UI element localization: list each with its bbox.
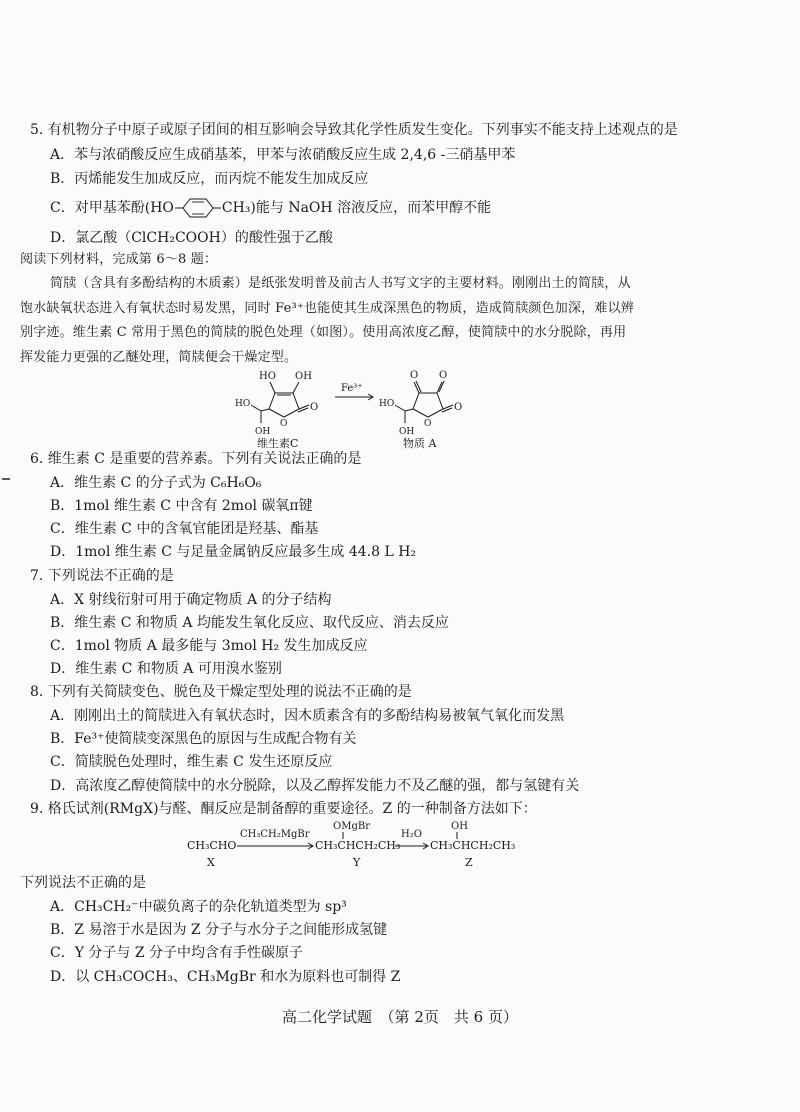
x-label: X: [207, 856, 215, 869]
passage-line-2: 饱水缺氧状态进入有氧状态时易发黑，同时 Fe³⁺也能使其生成深黑色的物质，造成简牍颜色加深，难以辨: [20, 301, 635, 316]
q9-option-a: A．CH₃CH₂⁻中碳负离子的杂化轨道类型为 sp³: [50, 899, 347, 915]
q7-option-a: A．X 射线衍射可用于确定物质 A 的分子结构: [50, 592, 332, 608]
grignard-reaction-scheme: [185, 818, 525, 870]
q9-option-d: D．以 CH₃COCH₃、CH₃MgBr 和水为原料也可制得 Z: [50, 969, 401, 985]
q9-option-b: B．Z 易溶于水是因为 Z 分子与水分子之间能形成氢键: [50, 922, 388, 938]
q5-stem: 5. 有机物分子中原子或原子团间的相互影响会导致其化学性质发生变化。下列事实不能支持上述观点的是: [30, 122, 678, 138]
vitamin-c-oxidation-figure: [225, 365, 485, 450]
vc-ho-side: HO: [235, 399, 251, 409]
q5-option-b: B．丙烯能发生加成反应，而丙烷不能发生加成反应: [50, 171, 369, 187]
y-label: Y: [353, 856, 361, 869]
a-ring-o: O: [424, 419, 432, 429]
substance-a-label: 物质 A: [403, 437, 437, 450]
q7-option-d: D．维生素 C 和物质 A 可用溴水鉴别: [50, 661, 282, 677]
y-substituent: OMgBr: [333, 821, 370, 832]
x-formula: CH₃CHO: [187, 839, 237, 852]
vc-carbonyl-o: O: [310, 402, 319, 413]
passage-intro: 阅读下列材料，完成第 6～8 题：: [20, 252, 218, 267]
benzene-ring-icon: [175, 197, 221, 219]
z-substituent: OH: [451, 821, 468, 832]
q5-option-c: [50, 197, 491, 219]
a-carbonyl-o: O: [454, 402, 463, 413]
q8-option-a: A．刚刚出土的简牍进入有氧状态时，因木质素含有的多酚结构易被氧气氧化而发黑: [50, 708, 565, 724]
q5-option-a: A．苯与浓硝酸反应生成硝基苯，甲苯与浓硝酸反应生成 2,4,6 -三硝基甲苯: [50, 147, 516, 163]
vc-oh-right: OH: [295, 371, 312, 382]
reagent-water: H₂O: [401, 829, 422, 840]
z-formula: CH₃CHCH₂CH₃: [430, 839, 516, 852]
q7-option-c: C．1mol 物质 A 最多能与 3mol H₂ 发生加成反应: [50, 638, 368, 654]
q5-option-c-suffix: )能与 NaOH 溶液反应，而苯甲醇不能: [250, 200, 492, 216]
q8-option-b: B．Fe³⁺使简牍变深黑色的原因与生成配合物有关: [50, 731, 357, 747]
page-footer: 高二化学试题 （第 2页 共 6 页）: [282, 1008, 518, 1026]
y-formula: CH₃CHCH₂CH₃: [315, 839, 401, 852]
a-o-right: O: [439, 370, 448, 381]
substance-a-structure: [395, 381, 453, 423]
a-oh-bottom: OH: [399, 427, 415, 437]
q6-option-b: B．1mol 维生素 C 中含有 2mol 碳氧π键: [50, 498, 313, 514]
passage-line-3: 别字迹。维生素 C 常用于黑色的简牍的脱色处理（如图）。使用高浓度乙醇，使简牍中的水分脱除，再用: [20, 325, 627, 340]
q9-stem: 9. 格氏试剂(RMgX)与醛、酮反应是制备醇的重要途径。Z 的一种制备方法如下：: [30, 801, 537, 817]
q5-option-c-ch3: CH₃: [221, 200, 251, 216]
passage-line-1: 简牍（含具有多酚结构的木质素）是纸张发明普及前古人书写文字的主要材料。刚刚出土的简牍，从: [50, 276, 631, 291]
vitamin-c-structure: [251, 382, 309, 423]
q8-option-c: C．简牍脱色处理时，维生素 C 发生还原反应: [50, 754, 333, 770]
q6-stem: 6. 维生素 C 是重要的营养素。下列有关说法正确的是: [30, 451, 362, 467]
z-label: Z: [465, 856, 473, 869]
passage-line-4: 挥发能力更强的乙醚处理，简牍便会干燥定型。: [20, 350, 298, 365]
vc-oh-left: HO: [259, 371, 276, 382]
q6-option-a: A．维生素 C 的分子式为 C₆H₆O₆: [50, 475, 262, 491]
q8-option-d: D．高浓度乙醇使简牍中的水分脱除，以及乙醇挥发能力不及乙醚的强，都与氢键有关: [50, 778, 580, 794]
q6-option-d: D．1mol 维生素 C 与足量金属钠反应最多生成 44.8 L H₂: [50, 544, 417, 560]
q8-stem: 8. 下列有关简牍变色、脱色及干燥定型处理的说法不正确的是: [30, 684, 412, 700]
vc-ring-o: O: [280, 419, 288, 429]
q5-option-d: D．氯乙酸（ClCH₂COOH）的酸性强于乙酸: [50, 230, 333, 246]
vc-oh-bottom: OH: [255, 427, 271, 437]
vc-label: 维生素C: [257, 437, 299, 450]
q5-option-c-ho: HO: [150, 200, 174, 216]
q6-option-c: C．维生素 C 中的含氧官能团是羟基、酯基: [50, 521, 319, 537]
a-o-left: O: [410, 370, 419, 381]
q7-stem: 7. 下列说法不正确的是: [30, 568, 174, 584]
arrow-reagent-fe3: Fe³⁺: [341, 383, 363, 394]
q5-option-c-prefix: C．对甲基苯酚(: [50, 200, 151, 216]
a-ho-side: HO: [379, 399, 395, 409]
q7-option-b: B．维生素 C 和物质 A 均能发生氧化反应、取代反应、消去反应: [50, 615, 449, 631]
scan-edge-mark: [2, 478, 10, 480]
q9-option-c: C．Y 分子与 Z 分子中均含有手性碳原子: [50, 945, 304, 961]
reagent-ethylmagnesium-bromide: CH₃CH₂MgBr: [240, 829, 310, 840]
q9-intro: 下列说法不正确的是: [20, 875, 146, 891]
